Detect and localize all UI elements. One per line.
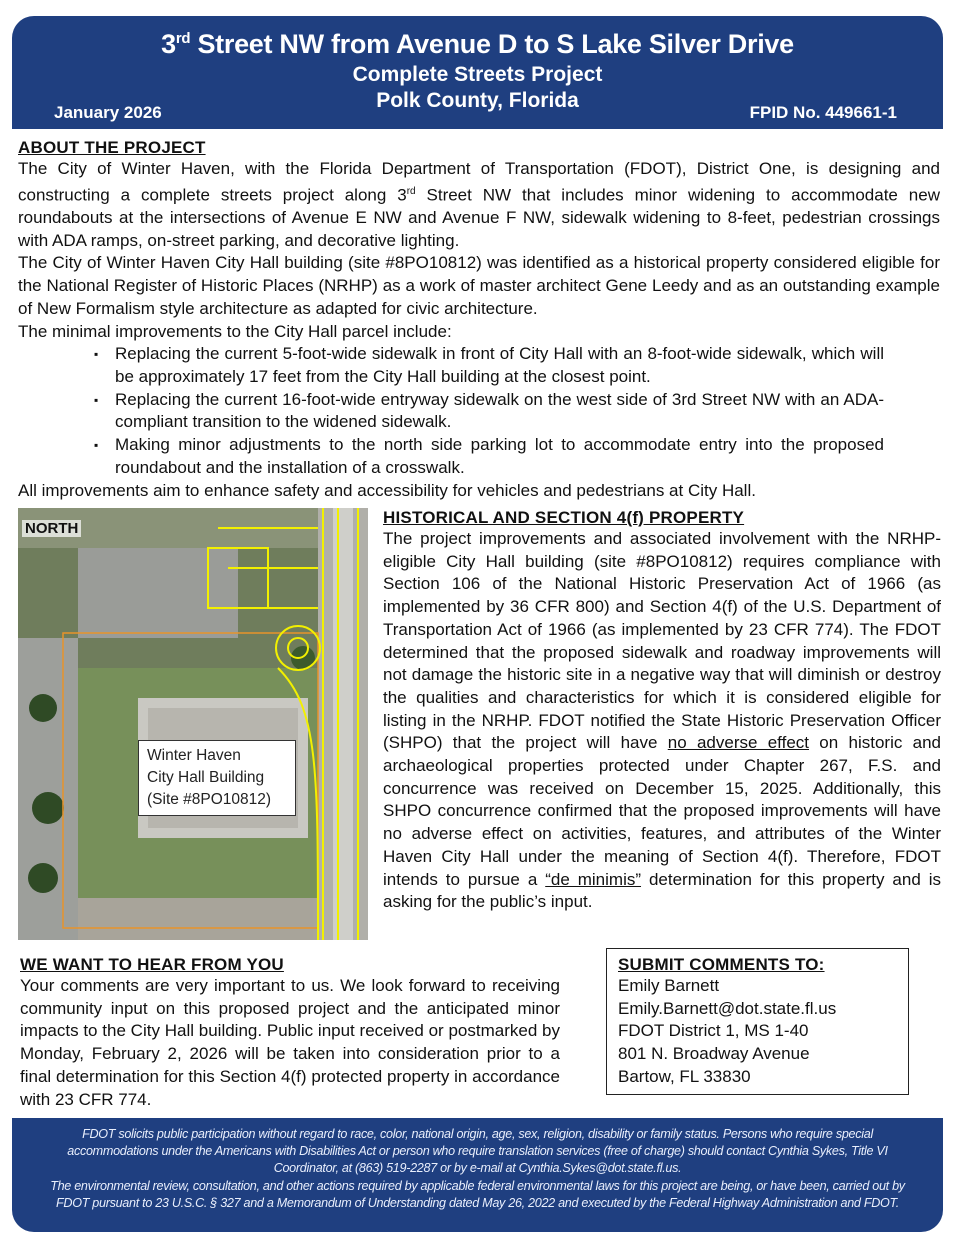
hear-section [20,955,560,1111]
hist-text-a: The project improvements and associated involvement with the NRHP-eligible City Hall building (site #8PO10812) requires compliance with Section 106 of the National Historic Preservation Act of 1966 (as implemented by 36 CFR 800) and Section 4(f) of the U.S. Department of Transportation Act of 1966 (as implemented by 23 CFR 774). The FDOT determined that the proposed sidewalk and roadway improvements will not damage the historic site in a negative way that will diminish or destroy the qualities and characteristics for which it is considered eligible for listing in the NRHP. FDOT notified the State Historic Preservation Officer (SHPO) that the project will have [383,529,941,753]
list-item: ▪ Replacing the current 16-foot-wide entryway sidewalk on the west side of 3rd Street NW with an ADA-compliant transition to the widened sidewalk. [94,389,884,434]
contact-city: Bartow, FL 33830 [618,1066,751,1086]
about-paragraph-4: All improvements aim to enhance safety and accessibility for vehicles and pedestrians at City Hall. [18,480,756,500]
footer-environmental: The environmental review, consultation, and other actions required by applicable federal environmental laws for this project are being, or have been, carried out by FDOT pursuant to 23 U.S.C. § 327 and a Memorandum of Understanding dated May 26, 2022 and executed by the Federal Highway Administration and FDOT. [50,1178,905,1210]
p1-a: The City of Winter Haven, with the Florida Department of Transportation (FDOT), District One, is designing and constructing a complete streets project along 3 [18,159,940,205]
contact-street: 801 N. Broadway Avenue [618,1044,810,1064]
hear-heading: WE WANT TO HEAR FROM YOU [20,955,284,974]
comments-box [606,948,909,1095]
hear-text: Your comments are very important to us. We look forward to receiving community input on this proposed project and the anticipated minor impacts to the City Hall building. Public input received or postmarked by Monday, February 2, 2026 will be taken into consideration prior to a final determination for this Section 4(f) protected property in accordance with 23 CFR 774. [20,976,560,1109]
footer-text-b: . [678,1161,682,1176]
comments-heading: SUBMIT COMMENTS TO: [618,955,825,974]
hist-text-b: on historic and archaeological properties protected under Chapter 267, F.S. and concurrence was received on December 15, 2025. Additionally, this SHPO concurrence confirmed that the proposed improvements will have no adverse effect on activities, features, and attributes of the Winter Haven City Hall under the meaning of Section 4(f). Therefore, FDOT intends to pursue a [383,733,941,889]
map-label [138,740,296,816]
about-section [18,138,940,502]
footer-email-link[interactable]: Cynthia.Sykes@dot.state.fl.us [518,1161,679,1176]
de-minimis-link[interactable]: “de minimis” [545,869,642,889]
title-sup: rd [175,30,191,47]
improvements-list [94,343,884,479]
page-title [12,29,943,60]
hist-text-c: determination for this property and is asking for the public’s input. [383,869,941,912]
north-arrow: NORTH [22,520,81,537]
p1-sup: rd [406,185,416,197]
contact-office: FDOT District 1, MS 1-40 [618,1021,809,1041]
date: January 2026 [54,103,162,122]
no-adverse-effect-link[interactable]: no adverse effect [667,733,809,753]
about-paragraph-2: The City of Winter Haven City Hall building (site #8PO10812) was identified as a historical property considered eligible for the National Register of Historic Places (NRHP) as a work of master architect Gene Leedy and as an outstanding example of New Formalism style architecture as adapted for civic architecture. [18,253,940,318]
about-heading: ABOUT THE PROJECT [18,138,206,157]
about-paragraph-3: The minimal improvements to the City Hall parcel include: [18,321,452,341]
title-rest: Street NW from Avenue D to S Lake Silver Drive [190,29,794,59]
list-item: ▪ Replacing the current 5-foot-wide sidewalk in front of City Hall with an 8-foot-wide sidewalk, which will be approximately 17 feet from the City Hall building at the closest point. [94,343,884,388]
historical-text [383,528,941,914]
fpid: FPID No. 449661-1 [749,103,897,122]
map-label-line: Winter Haven [147,747,241,764]
map-label-line: (Site #8PO10812) [147,791,272,808]
contact-name: Emily Barnett [618,976,720,995]
map-label-line: City Hall Building [147,769,265,786]
subtitle: Complete Streets Project [352,63,603,86]
p1-b: Street NW that includes minor widening to accommodate new roundabouts at the intersections of Avenue E NW and Avenue F NW, sidewalk widening to 8-feet, pedestrian crossings with ADA ramps, on-street parking, and decorative lighting. [18,185,940,250]
county: Polk County, Florida [376,89,579,112]
contact-email[interactable]: Emily.Barnett@dot.state.fl.us [618,998,837,1018]
aerial-image [18,508,368,940]
title-prefix: 3 [161,29,176,59]
about-paragraph-1 [18,158,940,252]
footer-banner [12,1118,943,1232]
historical-heading: HISTORICAL AND SECTION 4(f) PROPERTY [383,508,745,527]
header-banner [12,16,943,129]
list-item: ▪ Making minor adjustments to the north side parking lot to accommodate entry into the proposed roundabout and the installation of a crosswalk. [94,434,884,479]
historical-section [383,508,941,914]
footer-text-a: FDOT solicits public participation without regard to race, color, national origin, age, sex, religion, disability or family status. Persons who require special accommodations under the Americans with Disabilities Act or person who require translation services (free of charge) should contact Cynthia Sykes, Title VI Coordinator, at (863) 519-2287 or by e-mail at [67,1127,888,1176]
footer-nondiscrimination [36,1126,919,1178]
aerial-map [18,508,368,940]
